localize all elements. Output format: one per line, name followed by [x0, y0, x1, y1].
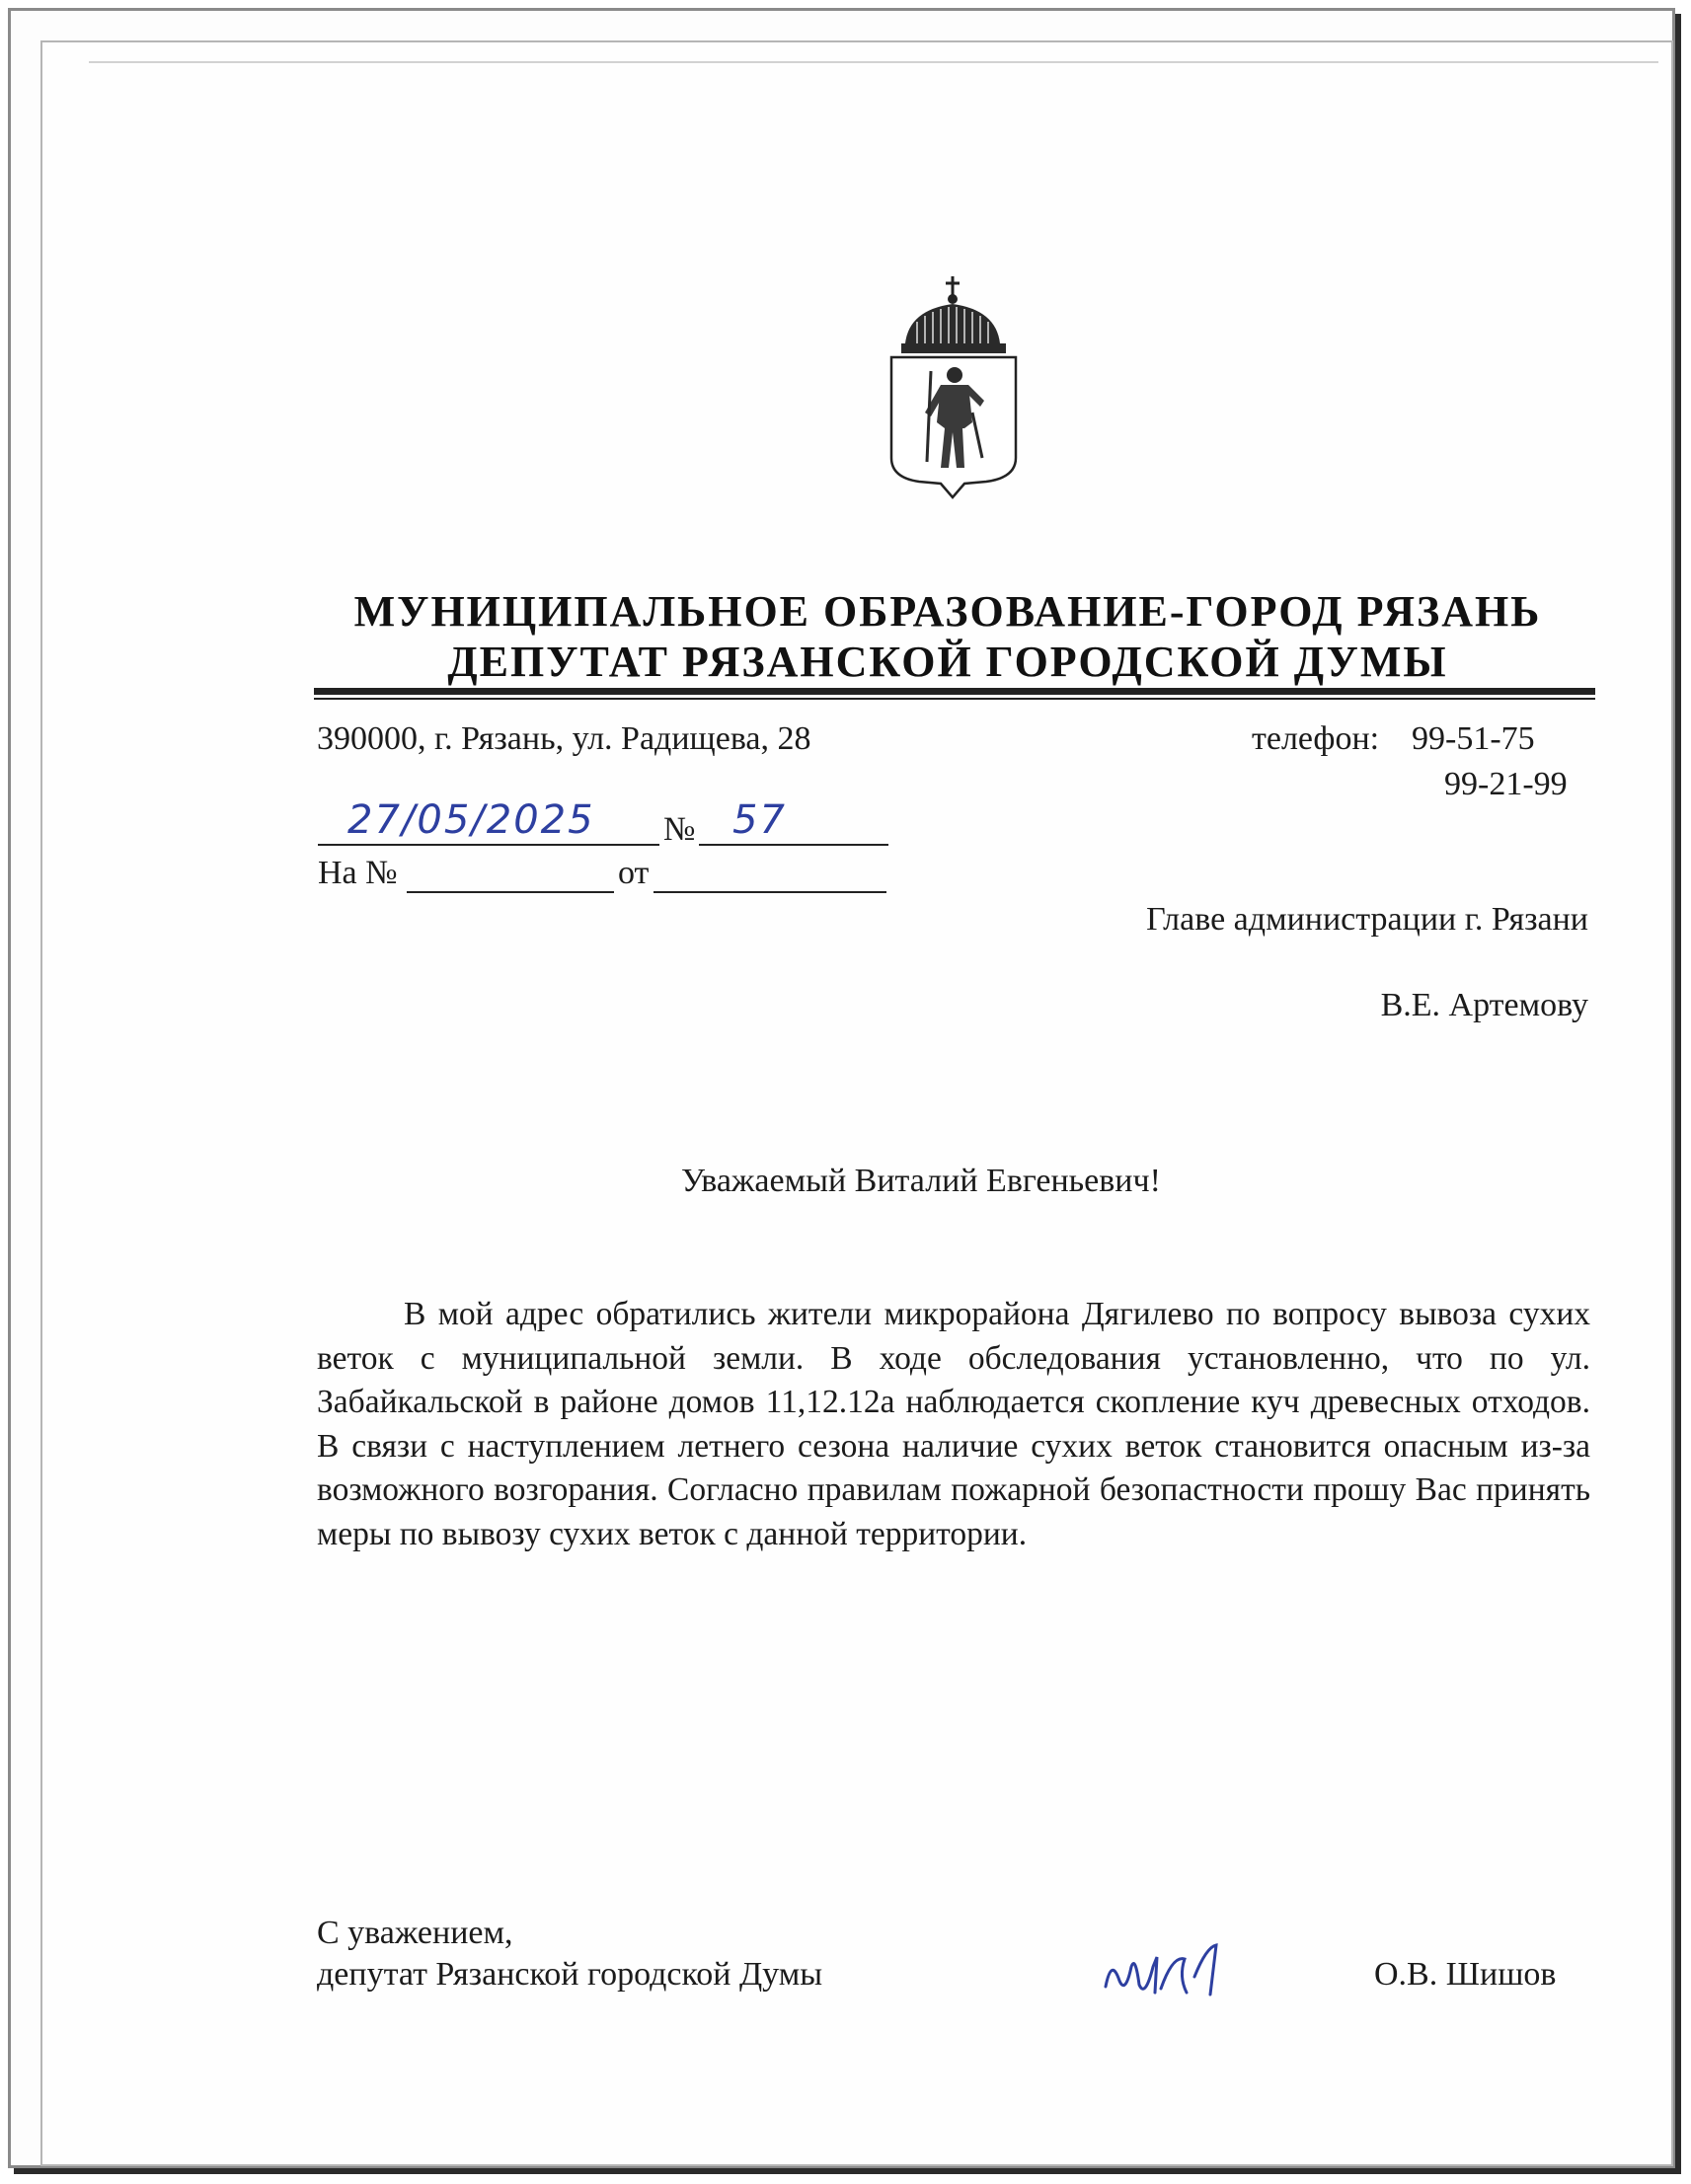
recipient-position: Главе администрации г. Рязани — [1146, 901, 1588, 938]
phone-label: телефон: — [1252, 720, 1380, 757]
date-underline — [318, 844, 659, 846]
recipient-name: В.Е. Артемову — [1380, 987, 1588, 1023]
salutation: Уважаемый Виталий Евгеньевич! — [681, 1163, 1161, 1199]
reply-date-underline — [653, 891, 886, 893]
phone-number-2: 99-21-99 — [1444, 766, 1568, 802]
letterhead-rule-thin — [314, 698, 1595, 700]
phone-number-1: 99-51-75 — [1412, 720, 1535, 757]
letter-body — [317, 1293, 1590, 1556]
paper-sheet — [40, 40, 1673, 2166]
letterhead-rule-thick — [314, 688, 1595, 695]
letterhead-line-2: ДЕПУТАТ РЯЗАНСКОЙ ГОРОДСКОЙ ДУМЫ — [447, 638, 1448, 686]
handwritten-signature — [1096, 1937, 1244, 2006]
sender-name: О.В. Шишов — [1374, 1956, 1557, 1993]
number-sign: № — [663, 811, 696, 848]
scan-edge-line — [89, 61, 1658, 63]
coat-of-arms-emblem — [887, 274, 1022, 501]
sender-address: 390000, г. Рязань, ул. Радищева, 28 — [317, 720, 811, 757]
letterhead-line-1: МУНИЦИПАЛЬНОЕ ОБРАЗОВАНИЕ-ГОРОД РЯЗАНЬ — [353, 587, 1542, 636]
letter-date: 27/05/2025 — [347, 797, 595, 843]
reply-number-underline — [407, 891, 614, 893]
sender-title: депутат Рязанской городской Думы — [317, 1956, 823, 1993]
closing-regards: С уважением, — [317, 1915, 513, 1951]
reply-to-number-label: На № — [318, 855, 398, 891]
letter-number: 57 — [732, 797, 787, 843]
number-underline — [699, 844, 888, 846]
body-paragraph: В мой адрес обратились жители микрорайона Дягилево по вопросу вывоза сухих веток с муниципальной земли. В ходе обследования установленно, что по ул. Забайкальской в районе домов 11,12.12а наблюдается скопление куч древесных отходов. В связи с наступлением летнего сезона наличие сухих веток становится опасным из-за возможного возгорания. Согласно правилам пожарной безопастности прошу Вас принять меры по вывозу сухих веток с данной территории. — [317, 1296, 1590, 1552]
page-frame — [8, 8, 1675, 2168]
reply-from-label: от — [618, 855, 650, 891]
